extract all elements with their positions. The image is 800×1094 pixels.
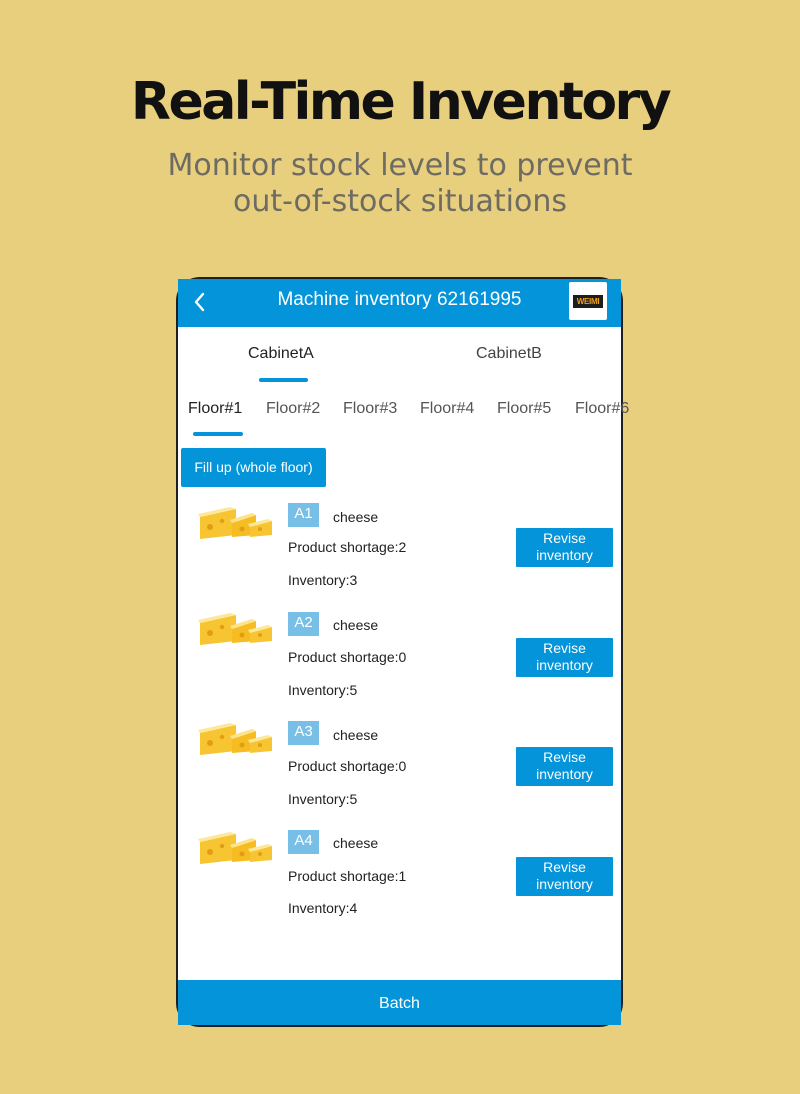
promo-title: Real-Time Inventory bbox=[130, 72, 670, 132]
promo-subtitle bbox=[0, 148, 800, 220]
slot-badge: A2 bbox=[288, 612, 319, 636]
product-shortage: Product shortage:0 bbox=[288, 758, 407, 774]
product-shortage: Product shortage:1 bbox=[288, 868, 407, 884]
list-item bbox=[178, 611, 621, 711]
tab-floor-6[interactable]: Floor#6 bbox=[575, 400, 630, 417]
floor-tab-indicator bbox=[193, 432, 243, 436]
brand-logo bbox=[569, 282, 607, 320]
product-shortage: Product shortage:2 bbox=[288, 539, 407, 555]
cheese-icon bbox=[196, 505, 274, 545]
product-name: cheese bbox=[333, 727, 379, 743]
revise-inventory-button[interactable]: Revise inventory bbox=[516, 857, 613, 896]
cheese-icon bbox=[196, 611, 274, 651]
inventory-count: Inventory:3 bbox=[288, 572, 358, 588]
slot-badge: A1 bbox=[288, 503, 319, 527]
product-name: cheese bbox=[333, 617, 379, 633]
product-shortage: Product shortage:0 bbox=[288, 649, 407, 665]
inventory-count: Inventory:4 bbox=[288, 900, 358, 916]
product-name: cheese bbox=[333, 835, 379, 851]
inventory-count: Inventory:5 bbox=[288, 682, 358, 698]
tab-floor-1[interactable]: Floor#1 bbox=[188, 400, 243, 417]
tab-cabinet-a[interactable]: CabinetA bbox=[248, 345, 314, 362]
phone-screen bbox=[176, 277, 630, 1027]
top-app-bar bbox=[178, 279, 621, 327]
revise-inventory-button[interactable]: Revise inventory bbox=[516, 528, 613, 567]
tab-cabinet-b[interactable]: CabinetB bbox=[476, 345, 542, 362]
brand-logo-text: WEIMI bbox=[573, 295, 603, 308]
promo-subtitle-line-1: Monitor stock levels to prevent bbox=[167, 148, 633, 183]
page-title: Machine inventory 62161995 bbox=[277, 289, 522, 310]
tab-floor-3[interactable]: Floor#3 bbox=[343, 400, 398, 417]
slot-badge: A3 bbox=[288, 721, 319, 745]
tab-floor-5[interactable]: Floor#5 bbox=[497, 400, 552, 417]
revise-inventory-button[interactable]: Revise inventory bbox=[516, 638, 613, 677]
list-item bbox=[178, 830, 621, 930]
chevron-left-icon[interactable] bbox=[188, 288, 212, 316]
tab-floor-4[interactable]: Floor#4 bbox=[420, 400, 475, 417]
cheese-icon bbox=[196, 721, 274, 761]
cheese-icon bbox=[196, 830, 274, 870]
revise-inventory-button[interactable]: Revise inventory bbox=[516, 747, 613, 786]
fill-up-whole-floor-button[interactable]: Fill up (whole floor) bbox=[181, 448, 326, 487]
batch-button[interactable]: Batch bbox=[178, 980, 621, 1025]
list-item bbox=[178, 721, 621, 821]
list-item bbox=[178, 501, 621, 601]
inventory-count: Inventory:5 bbox=[288, 791, 358, 807]
cabinet-tab-indicator bbox=[259, 378, 308, 382]
product-name: cheese bbox=[333, 509, 379, 525]
tab-floor-2[interactable]: Floor#2 bbox=[266, 400, 321, 417]
slot-badge: A4 bbox=[288, 830, 319, 854]
promo-subtitle-line-2: out-of-stock situations bbox=[233, 184, 567, 219]
